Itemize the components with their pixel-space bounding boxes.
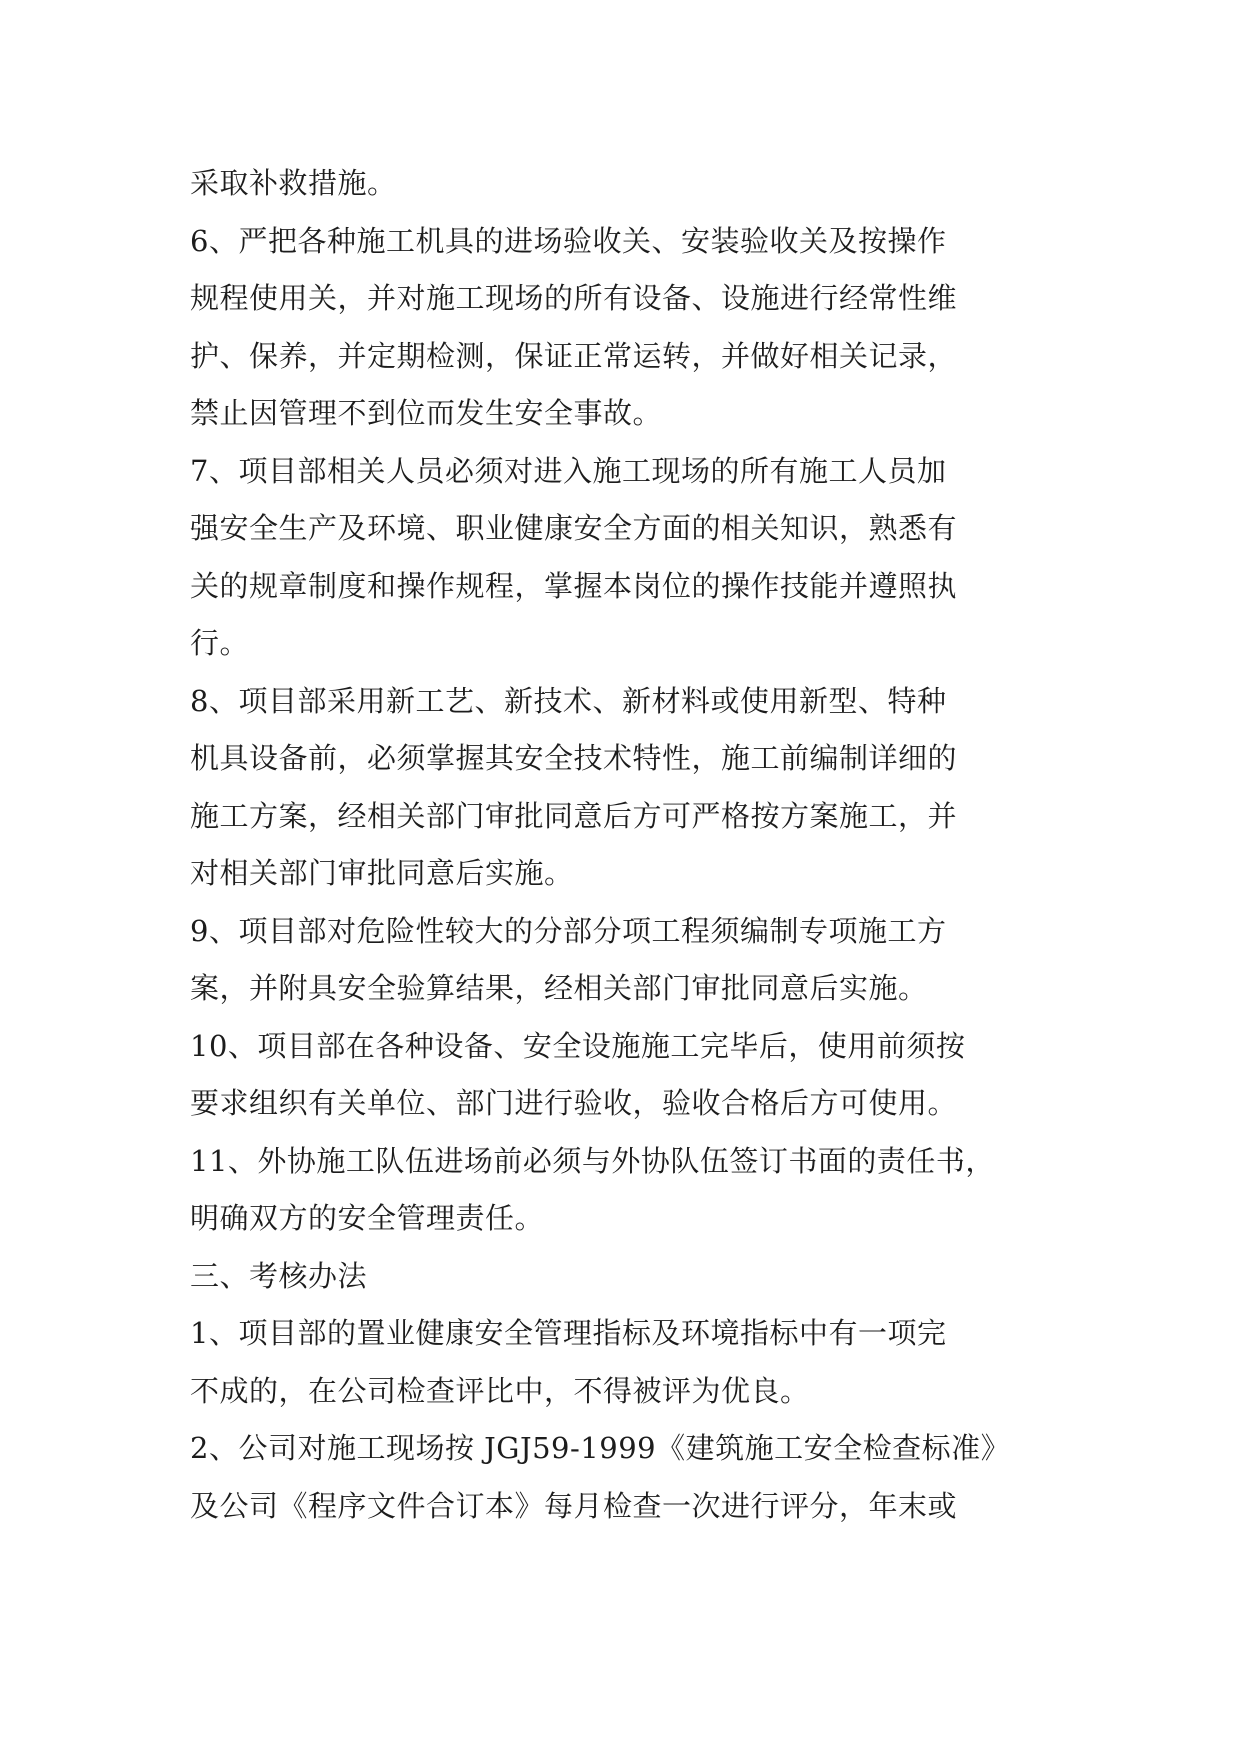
text-line: 1、项目部的置业健康安全管理指标及环境指标中有一项完 (190, 1316, 947, 1350)
text-line: 10、项目部在各种设备、安全设施施工完毕后，使用前须按 (190, 1028, 966, 1063)
text-line: 采取补救措施。 (190, 166, 397, 200)
text-line: 7、项目部相关人员必须对进入施工现场的所有施工人员加 (190, 453, 947, 488)
text-line: 不成的，在公司检查评比中，不得被评为优良。 (190, 1373, 810, 1408)
text-line: 禁止因管理不到位而发生安全事故。 (190, 396, 663, 430)
text-line: 规程使用关，并对施工现场的所有设备、设施进行经常性维 (190, 281, 958, 315)
text-line: 明确双方的安全管理责任。 (190, 1201, 545, 1235)
section-heading: 三、考核办法 (190, 1258, 368, 1293)
text-line: 机具设备前，必须掌握其安全技术特性，施工前编制详细的 (190, 741, 958, 775)
text-line: 8、项目部采用新工艺、新技术、新材料或使用新型、特种 (190, 683, 947, 718)
text-line: 要求组织有关单位、部门进行验收，验收合格后方可使用。 (190, 1086, 958, 1120)
text-line: 对相关部门审批同意后实施。 (190, 856, 574, 890)
text-line: 强安全生产及环境、职业健康安全方面的相关知识，熟悉有 (190, 511, 958, 545)
text-line: 9、项目部对危险性较大的分部分项工程须编制专项施工方 (190, 913, 947, 948)
text-line: 6、严把各种施工机具的进场验收关、安装验收关及按操作 (190, 223, 947, 258)
text-line: 关的规章制度和操作规程，掌握本岗位的操作技能并遵照执 (190, 568, 958, 603)
text-line: 2、公司对施工现场按 JGJ59-1999《建筑施工安全检查标准》 (190, 1431, 1011, 1465)
body-text (190, 155, 1070, 1535)
text-line: 护、保养，并定期检测，保证正常运转，并做好相关记录， (190, 338, 958, 373)
text-line: 及公司《程序文件合订本》每月检查一次进行评分，年末或 (190, 1488, 958, 1523)
text-line: 11、外协施工队伍进场前必须与外协队伍签订书面的责任书， (190, 1143, 995, 1178)
text-line: 施工方案，经相关部门审批同意后方可严格按方案施工，并 (190, 798, 958, 833)
text-line: 案，并附具安全验算结果，经相关部门审批同意后实施。 (190, 971, 928, 1005)
text-line: 行。 (190, 626, 250, 660)
